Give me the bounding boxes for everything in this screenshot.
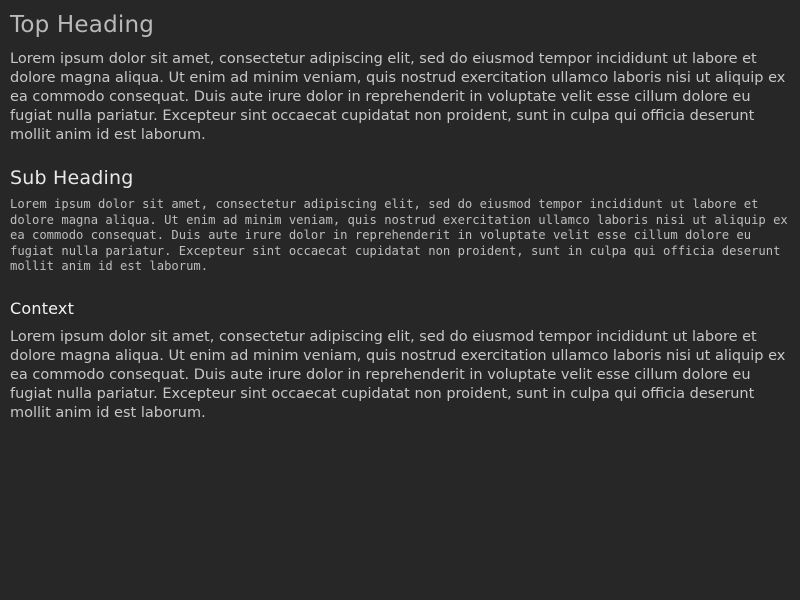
intro-paragraph: Lorem ipsum dolor sit amet, consectetur adipiscing elit, sed do eiusmod tempor incididunt ut labore et dolore magna aliqua. Ut enim ad minim veniam, quis nostrud exercitation ullamco laboris nisi ut aliquip ex ea commodo consequat. Duis aute irure dolor in reprehenderit in voluptate velit esse cillum dolore eu fugiat nulla pariatur. Excepteur sint occaecat cupidatat non proident, sunt in culpa qui officia deserunt mollit anim id est laborum. xyxy=(10,50,786,143)
context-paragraph: Lorem ipsum dolor sit amet, consectetur adipiscing elit, sed do eiusmod tempor incididunt ut labore et dolore magna aliqua. Ut enim ad minim veniam, quis nostrud exercitation ullamco laboris nisi ut aliquip ex ea commodo consequat. Duis aute irure dolor in reprehenderit in voluptate velit esse cillum dolore eu fugiat nulla pariatur. Excepteur sint occaecat cupidatat non proident, sunt in culpa qui officia deserunt mollit anim id est laborum. xyxy=(10,329,786,422)
context-heading: Context xyxy=(10,298,75,318)
sub-paragraph: Lorem ipsum dolor sit amet, consectetur adipiscing elit, sed do eiusmod tempor incididunt ut labore et dolore magna aliqua. Ut enim ad minim veniam, quis nostrud exercitation ullamco laboris nisi ut aliquip ex ea commodo consequat. Duis aute irure dolor in reprehenderit in voluptate velit esse cillum dolore eu fugiat nulla pariatur. Excepteur sint occaecat cupidatat non proident, sunt in culpa qui officia deserunt mollit anim id est laborum. xyxy=(10,197,788,274)
sub-heading: Sub Heading xyxy=(10,166,134,189)
page-title: Top Heading xyxy=(10,12,155,38)
